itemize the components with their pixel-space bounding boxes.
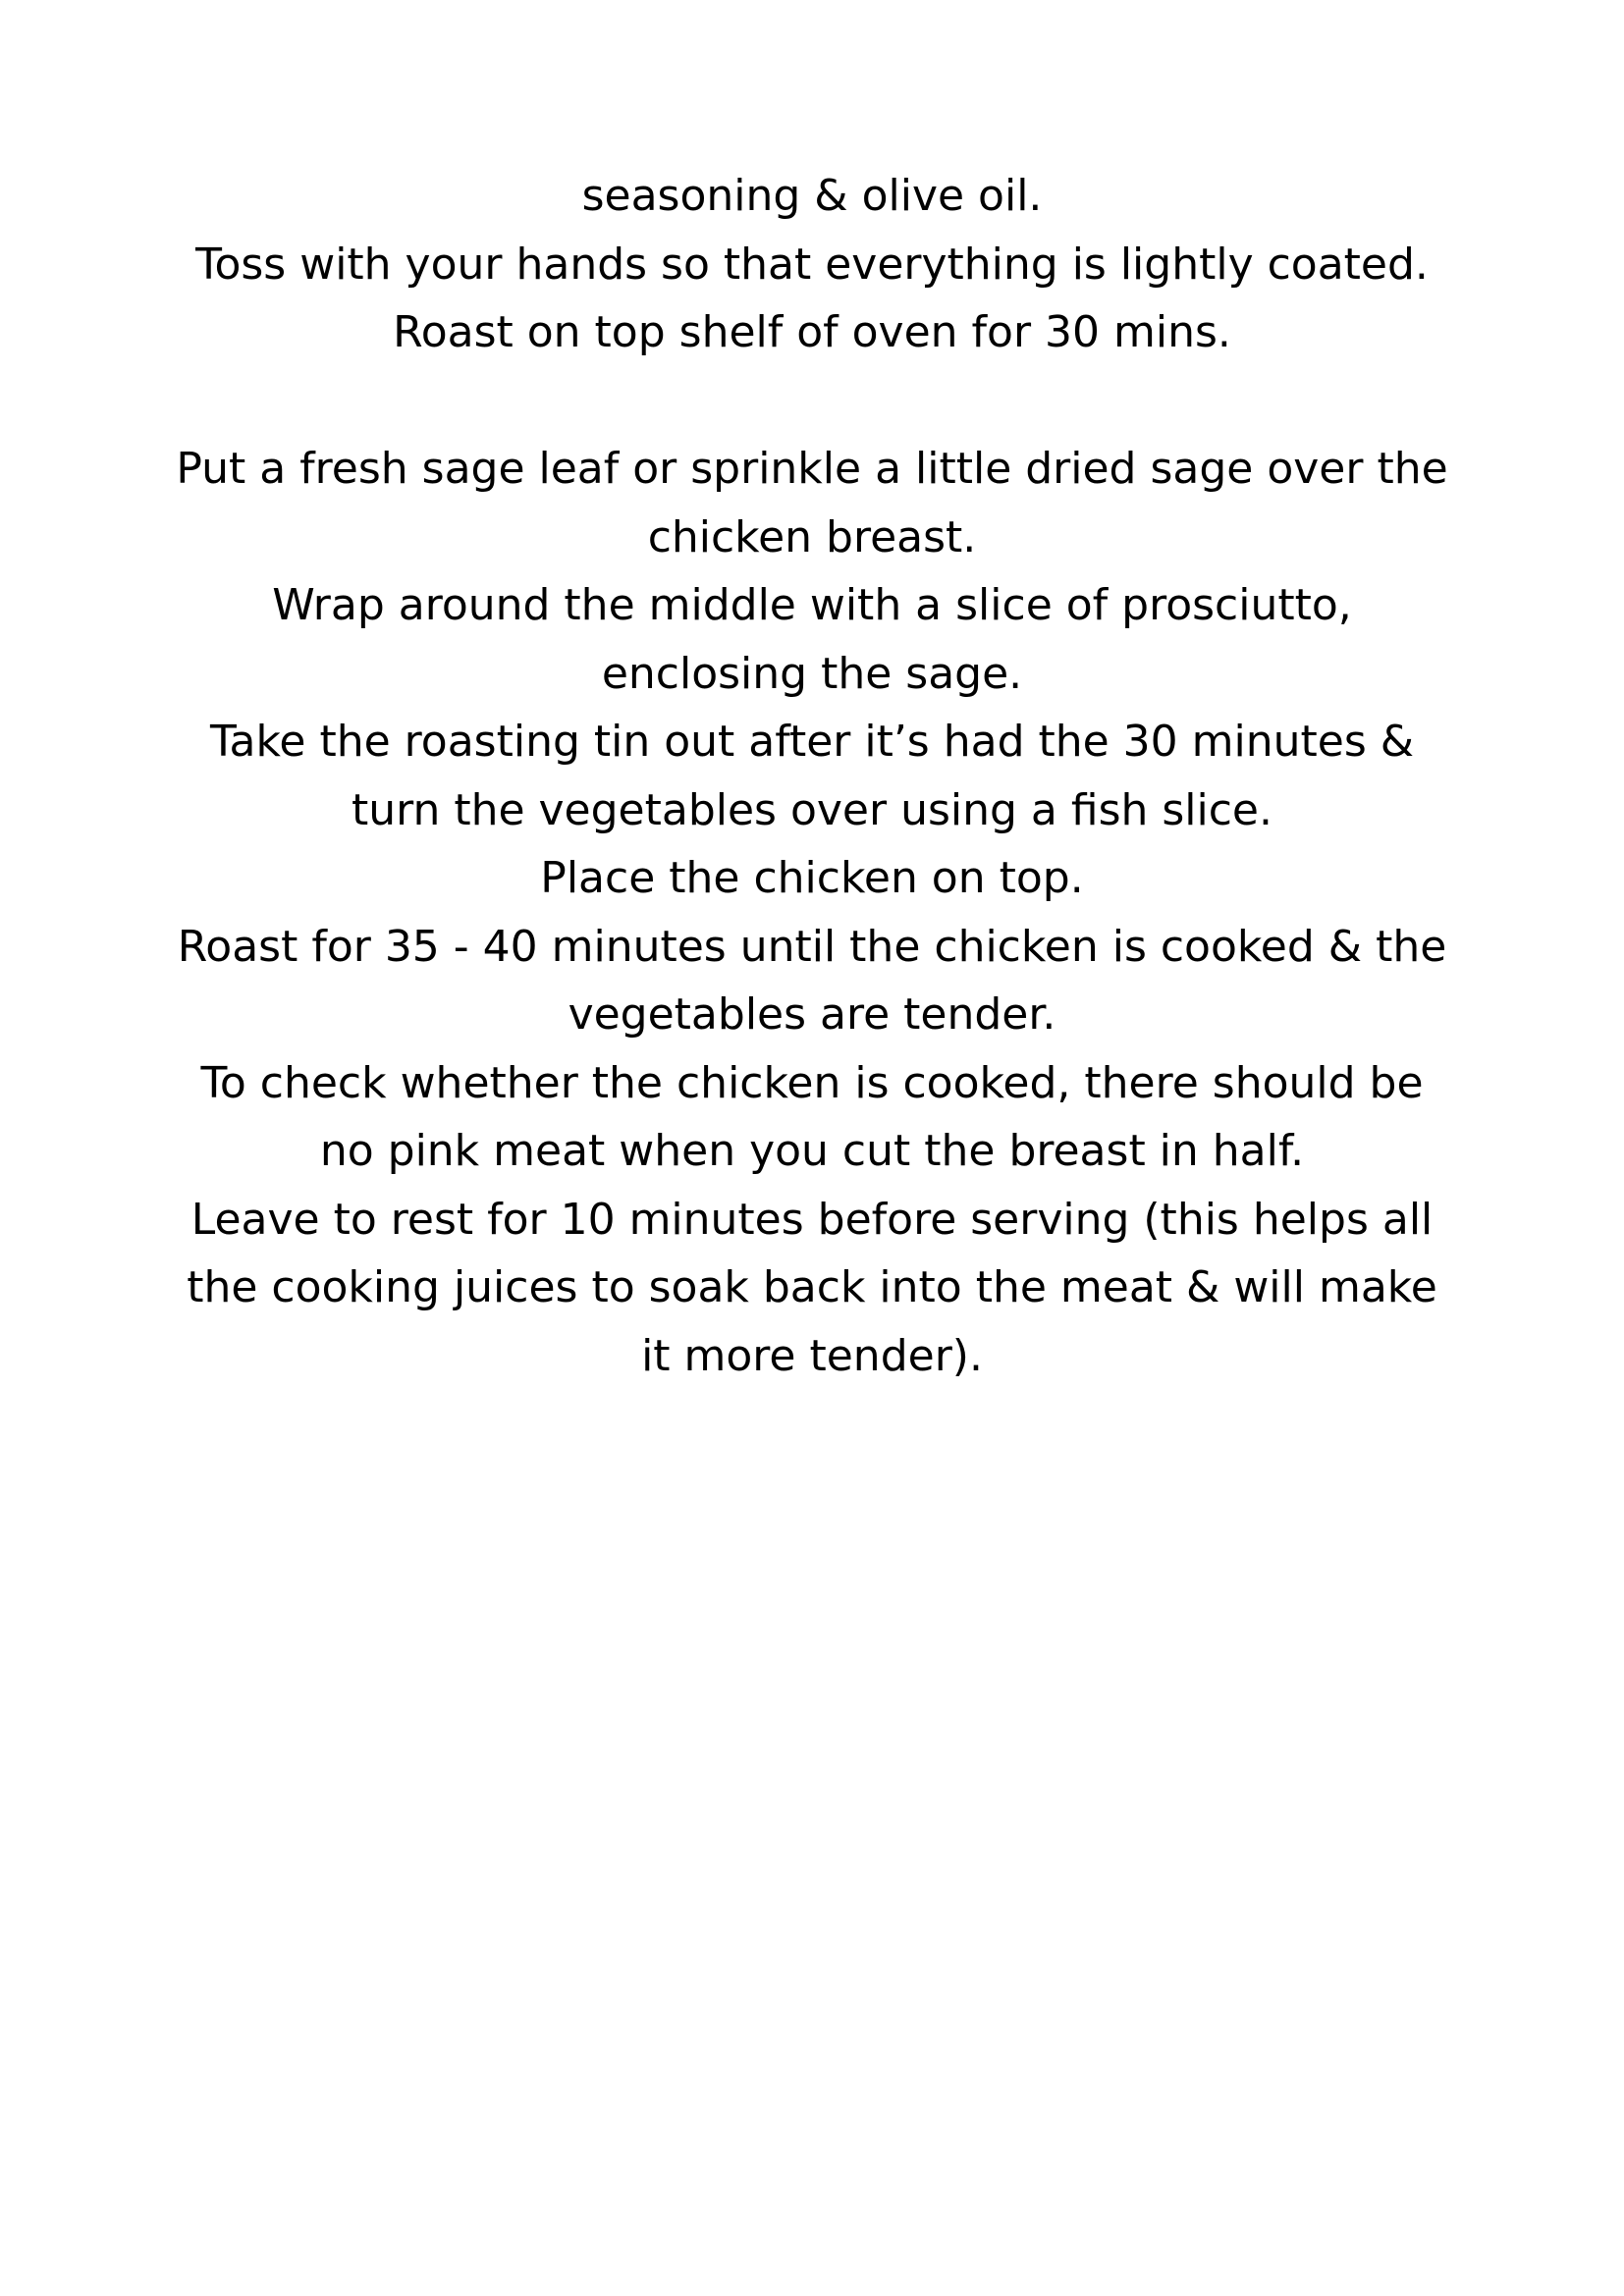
paragraph-gap [108,367,1516,436]
text-line: Leave to rest for 10 minutes before serving (this helps all [190,1194,1434,1245]
text-line: To check whether the chicken is cooked, there should be [200,1057,1424,1108]
text-line: Toss with your hands so that everything is lightly coated. [195,239,1429,290]
text-line: seasoning & olive oil. [581,171,1043,221]
text-line: it more tender). [641,1330,983,1381]
text-line: the cooking juices to soak back into the meat & will make [187,1262,1437,1312]
text-line: Wrap around the middle with a slice of prosciutto, [272,580,1352,630]
text-line: Roast on top shelf of oven for 30 mins. [393,307,1231,357]
recipe-instructions [108,162,1516,1390]
text-line: chicken breast. [647,511,977,562]
text-line: turn the vegetables over using a fish slice. [351,784,1272,835]
text-line: vegetables are tender. [568,989,1056,1040]
text-line: Place the chicken on top. [540,853,1084,903]
text-line: Roast for 35 - 40 minutes until the chicken is cooked & the [177,921,1447,972]
text-line: enclosing the sage. [601,648,1023,699]
text-line: no pink meat when you cut the breast in half. [319,1126,1305,1176]
text-line: Take the roasting tin out after it’s had the 30 minutes & [209,717,1415,767]
text-line: Put a fresh sage leaf or sprinkle a little dried sage over the [176,444,1448,494]
